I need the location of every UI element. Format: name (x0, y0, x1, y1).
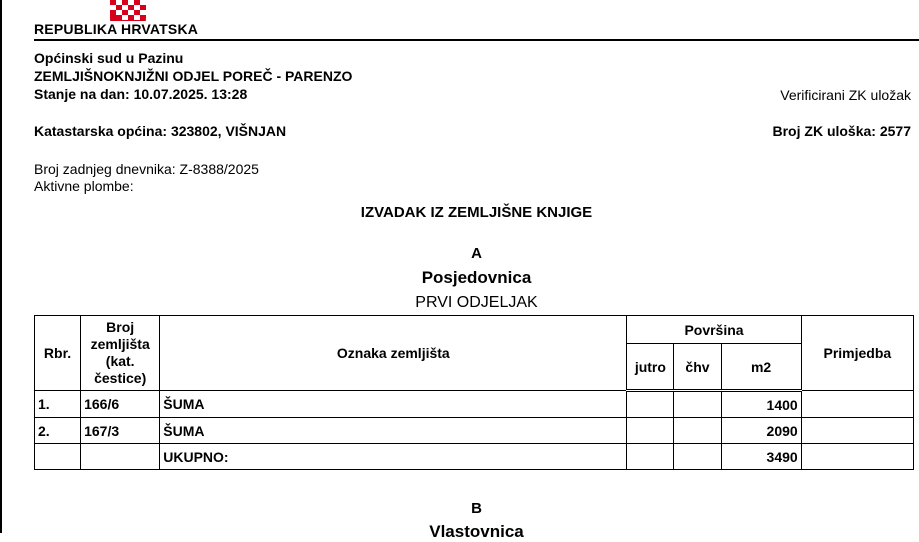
row-primjedba (801, 391, 913, 418)
total-empty-jutro (627, 444, 674, 470)
col-header-rbr: Rbr. (35, 316, 81, 391)
total-empty-broj (81, 444, 160, 470)
col-header-primjedba: Primjedba (801, 316, 913, 391)
row-jutro (627, 418, 674, 444)
col-header-oznaka: Oznaka zemljišta (160, 316, 627, 391)
total-m2: 3490 (721, 444, 801, 470)
row-m2: 1400 (721, 391, 801, 418)
possession-table (34, 315, 914, 470)
section-a-letter: A (471, 245, 482, 262)
total-empty-chv (674, 444, 721, 470)
country-name: REPUBLIKA HRVATSKA (34, 21, 199, 37)
col-header-m2: m2 (721, 344, 801, 391)
row-m2: 2090 (721, 418, 801, 444)
section-b-title: Vlastovnica (429, 522, 524, 541)
section-a-title: Posjedovnica (421, 268, 532, 287)
cadastral-municipality: Katastarska općina: 323802, VIŠNJAN (34, 123, 287, 139)
total-empty-rbr (35, 444, 81, 470)
row-oznaka: ŠUMA (160, 391, 627, 418)
col-header-chv: čhv (674, 344, 721, 391)
row-broj: 166/6 (81, 391, 160, 418)
row-primjedba (801, 418, 913, 444)
verified-label: Verificirani ZK uložak (780, 87, 911, 103)
table-row (35, 418, 914, 444)
row-broj: 167/3 (81, 418, 160, 444)
page-edge-line (0, 0, 2, 533)
total-row (35, 444, 914, 470)
row-jutro (627, 391, 674, 418)
section-a-subtitle: PRVI ODJELJAK (415, 294, 538, 311)
row-chv (674, 391, 721, 418)
section-b-letter: B (471, 500, 482, 517)
total-label: UKUPNO: (160, 444, 627, 470)
total-empty-primjedba (801, 444, 913, 470)
header-divider (34, 39, 919, 41)
col-header-jutro: jutro (627, 344, 674, 391)
table-row (35, 391, 914, 418)
coat-of-arms-icon (110, 0, 146, 21)
court-name: Općinski sud u Pazinu (34, 50, 184, 66)
zk-number: Broj ZK uloška: 2577 (772, 123, 911, 139)
last-journal-number: Broj zadnjeg dnevnika: Z-8388/2025 (34, 161, 259, 177)
row-rbr: 1. (35, 391, 81, 418)
active-seals: Aktivne plombe: (34, 178, 134, 194)
state-date: Stanje na dan: 10.07.2025. 13:28 (34, 86, 248, 102)
col-header-broj: Broj zemljišta (kat. čestice) (81, 316, 160, 391)
col-header-povrsina: Površina (627, 316, 801, 344)
row-rbr: 2. (35, 418, 81, 444)
row-chv (674, 418, 721, 444)
document-title: IZVADAK IZ ZEMLJIŠNE KNJIGE (360, 204, 593, 221)
department-name: ZEMLJIŠNOKNJIŽNI ODJEL POREČ - PARENZO (34, 68, 353, 84)
row-oznaka: ŠUMA (160, 418, 627, 444)
